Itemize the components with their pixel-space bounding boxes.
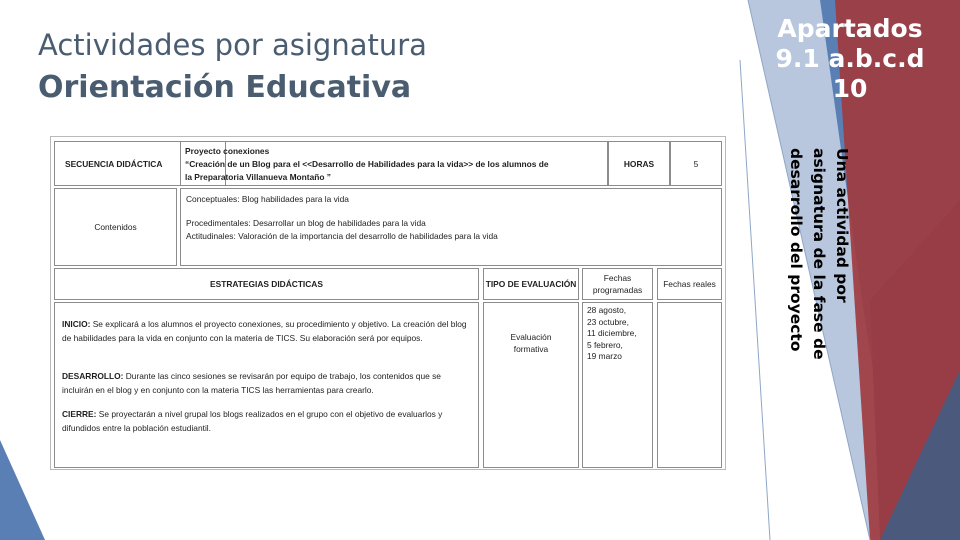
apartados-line-2: 9.1 a.b.c.d bbox=[775, 44, 925, 73]
estrategias-header: ESTRATEGIAS DIDÁCTICAS bbox=[54, 268, 479, 300]
project-line-3: la Preparatoria Villanueva Montaño ” bbox=[185, 172, 331, 182]
horas-label: HORAS bbox=[608, 141, 670, 186]
desarrollo-text: Durante las cinco sesiones se revisarán por equipo de trabajo, los contenidos que se incluirán en el blog y en conjunto con la materia TICS las herramientas para crearlo. bbox=[62, 371, 441, 395]
estrategias-body bbox=[54, 302, 479, 468]
fechas-reales-header: Fechas reales bbox=[657, 268, 722, 300]
fechas-reales-cell bbox=[657, 302, 722, 468]
slide-subtitle: Orientación Educativa bbox=[38, 70, 412, 105]
contenidos-label: Contenidos bbox=[54, 188, 177, 266]
fecha-2: 23 octubre, bbox=[587, 316, 629, 327]
horas-value: 5 bbox=[670, 141, 722, 186]
inicio-text: Se explicará a los alumnos el proyecto conexiones, su procedimiento y objetivo. La creación del blog de habilidades para la vida en conjunto con la materia de TICS. Su elaboración será por equipos. bbox=[62, 319, 467, 343]
apartados-label bbox=[760, 14, 940, 104]
secuencia-label: SECUENCIA DIDÁCTICA bbox=[54, 141, 226, 186]
project-cell bbox=[180, 141, 608, 186]
apartados-line-1: Apartados bbox=[777, 14, 923, 43]
fecha-4: 5 febrero, bbox=[587, 339, 623, 350]
tipo-line-2: formativa bbox=[513, 344, 549, 354]
fechas-programadas-header: Fechas programadas bbox=[582, 268, 653, 300]
actitudinales: Actitudinales: Valoración de la importancia del desarrollo de habilidades para la vida bbox=[186, 231, 498, 241]
contenidos-cell bbox=[180, 188, 722, 266]
fecha-3: 11 diciembre, bbox=[587, 328, 637, 338]
fecha-5: 19 marzo bbox=[587, 351, 622, 361]
fecha-1: 28 agosto, bbox=[587, 305, 627, 315]
diag-line-2 bbox=[740, 60, 770, 540]
project-line-2: “Creación de un Blog para el <<Desarrollo de Habilidades para la vida>> de los alumnos de bbox=[185, 159, 549, 169]
slide-title: Actividades por asignatura bbox=[38, 28, 427, 62]
cierre-text: Se proyectarán a nivel grupal los blogs realizados en el grupo con el objetivo de evaluarlos y difundidos entre la población estudiantil. bbox=[62, 409, 443, 433]
cierre-label: CIERRE: bbox=[62, 409, 97, 419]
cierre-paragraph bbox=[62, 407, 472, 435]
procedimentales: Procedimentales: Desarrollar un blog de habilidades para la vida bbox=[186, 218, 426, 228]
left-blue-triangle bbox=[0, 440, 45, 540]
apartados-line-3: 10 bbox=[832, 74, 868, 103]
inicio-label: INICIO: bbox=[62, 319, 91, 329]
tipo-evaluacion-value bbox=[483, 302, 579, 468]
tipo-line-1: Evaluación bbox=[510, 332, 552, 342]
conceptuales: Conceptuales: Blog habilidades para la vida bbox=[186, 194, 349, 204]
sequence-table bbox=[50, 136, 726, 470]
fechas-programadas-list bbox=[582, 302, 653, 468]
desarrollo-label: DESARROLLO: bbox=[62, 371, 124, 381]
desarrollo-paragraph bbox=[62, 369, 472, 397]
vertical-note: Una actividad por asignatura de la fase de desarrollo del proyecto bbox=[787, 148, 851, 360]
project-line-1: Proyecto conexiones bbox=[185, 146, 270, 156]
inicio-paragraph bbox=[62, 317, 472, 345]
tipo-evaluacion-header: TIPO DE EVALUACIÓN bbox=[483, 268, 579, 300]
